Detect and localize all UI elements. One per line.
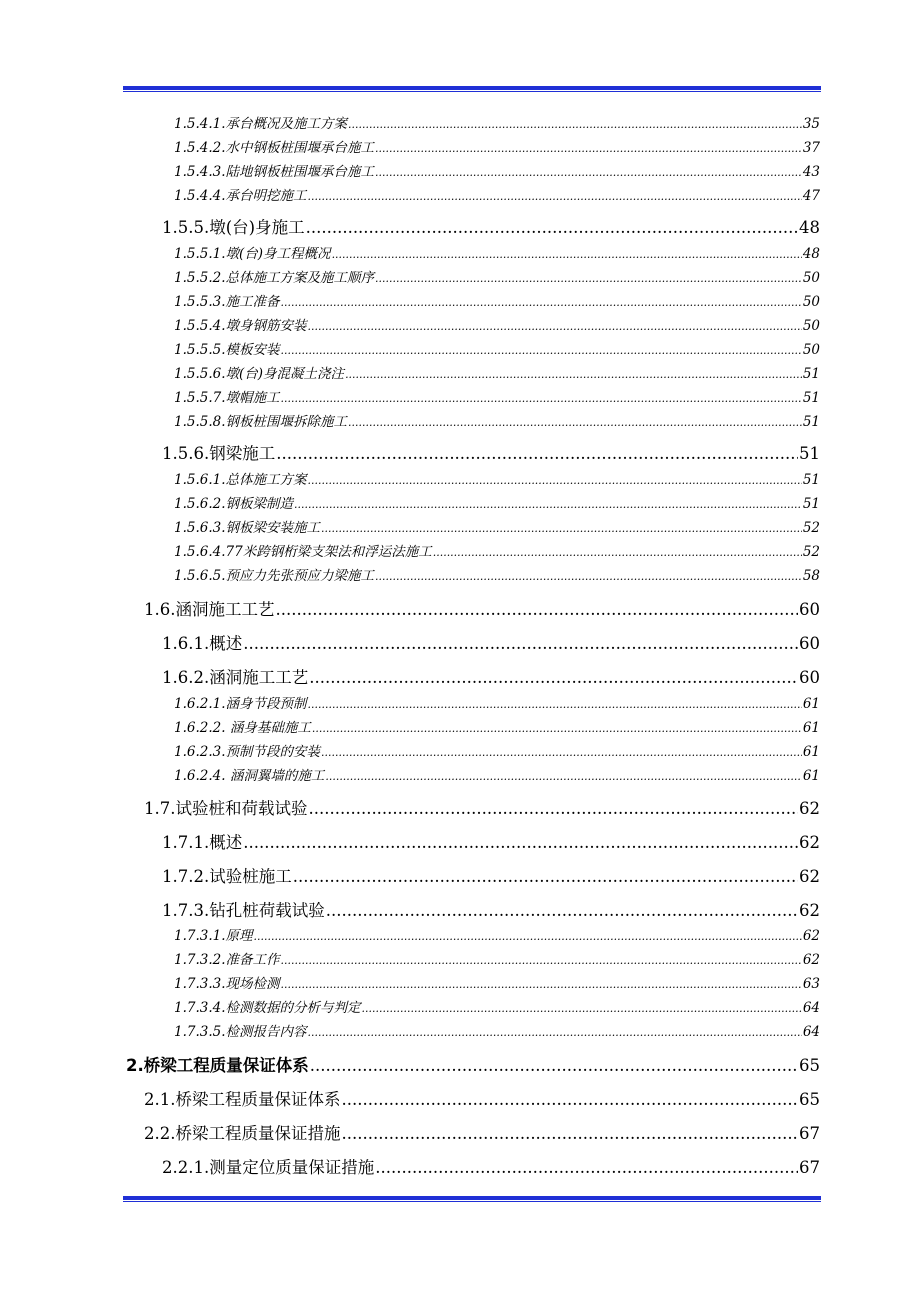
dot-leader [308,695,802,715]
dot-leader [348,115,802,135]
toc-entry-title: 1.5.6.2.钢板梁制造 [174,496,294,512]
toc-entry[interactable] [174,412,820,432]
toc-entry-title: 1.5.6.3.钢板梁安装施工 [174,520,321,536]
dot-leader [310,1054,798,1078]
toc-entry[interactable] [126,1054,820,1078]
toc-entry-page: 64 [802,1024,820,1040]
toc-entry[interactable] [174,364,820,384]
dot-leader [309,666,798,690]
toc-entry[interactable] [174,340,820,360]
toc-entry-title: 1.7.3.4.检测数据的分析与判定 [174,1000,361,1016]
toc-entry[interactable] [144,598,820,622]
toc-entry-page: 61 [802,744,820,760]
dot-leader [243,632,798,656]
toc-entry-title: 1.7.2.试验桩施工 [162,867,292,886]
toc-entry-page: 50 [802,294,820,310]
toc-entry[interactable] [174,114,820,134]
dot-leader [308,471,802,491]
dot-leader [312,719,802,739]
dot-leader [375,163,802,183]
toc-entry[interactable] [174,950,820,970]
toc-entry-page: 51 [802,472,820,488]
toc-entry[interactable] [174,470,820,490]
toc-entry[interactable] [162,1156,820,1180]
toc-entry-page: 35 [802,116,820,132]
dot-leader [332,245,802,265]
toc-entry[interactable] [174,766,820,786]
toc-entry[interactable] [174,998,820,1018]
toc-entry[interactable] [174,694,820,714]
toc-entry-page: 52 [802,520,820,536]
dot-leader [325,767,801,787]
toc-entry-page: 67 [799,1158,820,1177]
toc-entry[interactable] [162,442,820,466]
toc-entry-title: 2.2.桥梁工程质量保证措施 [144,1124,341,1143]
dot-leader [243,831,798,855]
toc-entry-page: 62 [802,952,820,968]
toc-entry[interactable] [174,926,820,946]
toc-entry-title: 1.5.4.2.水中钢板桩围堰承台施工 [174,140,375,156]
dot-leader [321,519,802,539]
toc-entry[interactable] [174,718,820,738]
toc-entry-title: 1.6.2.涵洞施工工艺 [162,668,309,687]
toc-entry[interactable] [174,244,820,264]
toc-entry[interactable] [174,974,820,994]
toc-entry-page: 61 [802,768,820,784]
toc-entry-page: 37 [802,140,820,156]
footer-rule [123,1196,821,1202]
toc-entry-page: 65 [799,1090,820,1109]
toc-entry[interactable] [174,162,820,182]
toc-entry-title: 2.桥梁工程质量保证体系 [126,1056,309,1075]
dot-leader [276,598,799,622]
toc-entry-title: 1.5.5.7.墩帽施工 [174,390,280,406]
toc-entry-title: 1.6.2.3.预制节段的安装 [174,744,321,760]
toc-entry[interactable] [144,1088,820,1112]
toc-entry[interactable] [162,632,820,656]
dot-leader [433,543,802,563]
toc-entry-page: 51 [799,444,820,463]
dot-leader [308,1023,802,1043]
toc-entry-page: 61 [802,696,820,712]
toc-entry-title: 1.5.5.3.施工准备 [174,294,280,310]
toc-entry-title: 1.6.涵洞施工工艺 [144,600,275,619]
toc-entry[interactable] [174,186,820,206]
toc-entry-page: 60 [799,668,820,687]
toc-entry-title: 1.5.6.钢梁施工 [162,444,276,463]
toc-entry[interactable] [162,865,820,889]
dot-leader [326,899,798,923]
toc-entry-title: 1.7.3.3.现场检测 [174,976,280,992]
toc-entry-title: 1.6.2.1.涵身节段预制 [174,696,307,712]
dot-leader [281,975,802,995]
toc-entry-page: 64 [802,1000,820,1016]
dot-leader [309,797,799,821]
toc-entry-title: 2.2.1.测量定位质量保证措施 [162,1158,375,1177]
dot-leader [342,1122,799,1146]
toc-entry-title: 1.5.5.5.模板安装 [174,342,280,358]
toc-entry-title: 1.7.3.2.准备工作 [174,952,280,968]
toc-entry-page: 47 [802,188,820,204]
dot-leader [308,187,802,207]
toc-entry-title: 1.7.试验桩和荷载试验 [144,799,308,818]
toc-entry-page: 50 [802,270,820,286]
toc-entry-title: 1.6.1.概述 [162,634,243,653]
toc-entry-title: 1.5.5.6.墩(台)身混凝土浇注 [174,366,345,382]
toc-entry-title: 1.6.2.4. 涵洞翼墙的施工 [174,768,325,784]
toc-entry[interactable] [174,292,820,312]
dot-leader [375,139,802,159]
toc-entry-page: 58 [802,568,820,584]
toc-entry-title: 1.5.5.墩(台)身施工 [162,218,305,237]
toc-entry[interactable] [144,1122,820,1146]
toc-entry-page: 51 [802,366,820,382]
toc-entry-title: 1.5.5.2.总体施工方案及施工顺序 [174,270,375,286]
toc-entry[interactable] [162,831,820,855]
toc-entry-title: 2.1.桥梁工程质量保证体系 [144,1090,341,1109]
toc-entry-page: 48 [802,246,820,262]
toc-entry-page: 62 [799,901,820,920]
dot-leader [281,293,802,313]
toc-entry-page: 67 [799,1124,820,1143]
toc-entry-page: 60 [799,600,820,619]
toc-entry[interactable] [174,388,820,408]
toc-entry-page: 61 [802,720,820,736]
dot-leader [254,927,802,947]
toc-entry-page: 50 [802,342,820,358]
toc-entry-title: 1.7.3.5.检测报告内容 [174,1024,307,1040]
toc-entry-page: 52 [802,544,820,560]
toc-entry-page: 51 [802,496,820,512]
toc-entry[interactable] [174,494,820,514]
toc-entry-title: 1.5.4.3.陆地钢板桩围堰承台施工 [174,164,375,180]
dot-leader [281,389,802,409]
toc-entry[interactable] [162,666,820,690]
dot-leader [342,1088,799,1112]
dot-leader [293,865,798,889]
dot-leader [308,317,802,337]
toc-entry[interactable] [174,1022,820,1042]
dot-leader [294,495,802,515]
toc-entry-page: 48 [799,218,820,237]
toc-entry-title: 1.5.4.1.承台概况及施工方案 [174,116,348,132]
toc-entry[interactable] [162,216,820,240]
toc-entry-page: 62 [802,928,820,944]
toc-entry-page: 50 [802,318,820,334]
toc-entry-page: 62 [799,833,820,852]
toc-entry-title: 1.5.6.4.77米跨钢桁梁支架法和浮运法施工 [174,544,432,560]
toc-entry-title: 1.6.2.2. 涵身基础施工 [174,720,311,736]
dot-leader [375,567,802,587]
toc-entry-title: 1.5.4.4.承台明挖施工 [174,188,307,204]
dot-leader [375,269,802,289]
toc-entry-page: 62 [799,867,820,886]
toc-entry[interactable] [174,742,820,762]
toc-entry[interactable] [144,797,820,821]
dot-leader [375,1156,798,1180]
toc-entry-title: 1.5.5.8.钢板桩围堰拆除施工 [174,414,348,430]
toc-entry[interactable] [174,138,820,158]
toc-entry-title: 1.7.3.1.原理 [174,928,253,944]
dot-leader [362,999,802,1019]
toc-entry-title: 1.5.6.1.总体施工方案 [174,472,307,488]
toc-entry-title: 1.7.1.概述 [162,833,243,852]
toc-entry-page: 51 [802,414,820,430]
toc-entry[interactable] [174,268,820,288]
toc-entry-title: 1.5.6.5.预应力先张预应力梁施工 [174,568,375,584]
toc-entry-title: 1.5.5.1.墩(台)身工程概况 [174,246,331,262]
dot-leader [345,365,802,385]
toc-entry-page: 60 [799,634,820,653]
dot-leader [321,743,802,763]
toc-entry[interactable] [174,542,820,562]
dot-leader [306,216,798,240]
toc-entry-title: 1.5.5.4.墩身钢筋安装 [174,318,307,334]
dot-leader [348,413,802,433]
toc-entry-page: 43 [802,164,820,180]
toc-entry[interactable] [174,566,820,586]
toc-entry-page: 51 [802,390,820,406]
toc-entry-title: 1.7.3.钻孔桩荷载试验 [162,901,325,920]
dot-leader [276,442,798,466]
toc-entry-page: 62 [799,799,820,818]
toc-entry[interactable] [174,518,820,538]
toc-entry-page: 63 [802,976,820,992]
toc-entry-page: 65 [799,1056,820,1075]
toc-entry[interactable] [174,316,820,336]
dot-leader [281,341,802,361]
dot-leader [281,951,802,971]
toc-entry[interactable] [162,899,820,923]
